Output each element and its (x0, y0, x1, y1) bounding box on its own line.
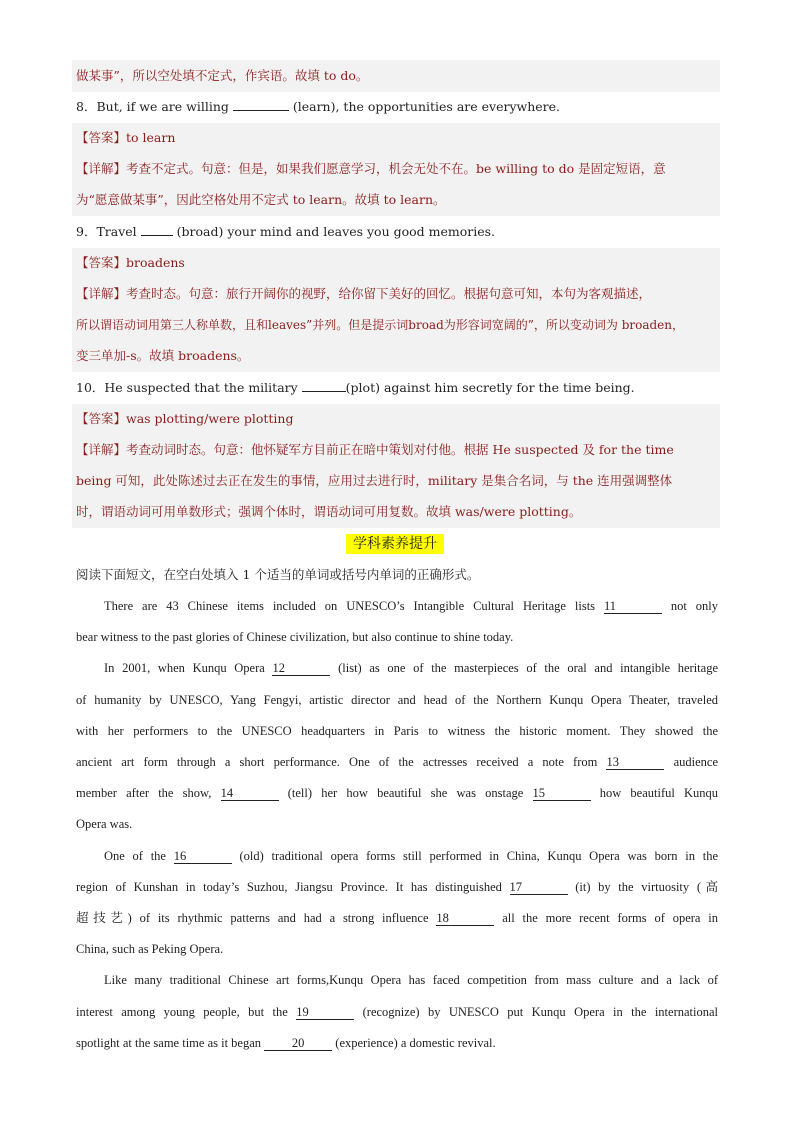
q9-text-post: (broad) your mind and leaves you good memories. (176, 224, 496, 239)
p4-line-3 (76, 1034, 718, 1052)
q9-detail-line-1 (76, 285, 651, 303)
blank-11: 11 (604, 599, 662, 614)
q10-detail-line-1 (76, 441, 674, 459)
q9-detail-line-2: 所以谓语动词用第三人称单数，且和leaves”并列。但是提示词broad为形容词宽阔的”，所以变动词为 broaden， (76, 318, 685, 332)
q9-blank (141, 235, 173, 236)
q8-detail-line-2: 为“愿意做某事”，因此空格处用不定式 to learn。故填 to learn。 (76, 192, 446, 207)
q10-text-post: (plot) against him secretly for the time being. (345, 380, 635, 395)
p1-text-b: not only (670, 599, 719, 613)
q10-number: 10． (76, 380, 105, 395)
q8-number: 8． (76, 99, 97, 114)
section-title: 学科素养提升 (346, 534, 444, 554)
q9-detail-tag: 【详解】 (76, 286, 127, 301)
q10-detail-tag: 【详解】 (76, 442, 127, 457)
blank-14: 14 (221, 786, 279, 801)
blank-12: 12 (272, 661, 330, 676)
p2-line-4 (76, 753, 718, 771)
q8-text-post: (learn), the opportunities are everywhere. (292, 99, 561, 114)
blank-20: 20 (264, 1036, 332, 1051)
p3-l2-text-b: (it) by the virtuosity (高 (575, 880, 719, 894)
p3-text-b: (old) traditional opera forms still performed in China, Kunqu Opera was born in the (239, 849, 718, 863)
q10-answer-text: was plotting/were plotting (126, 411, 294, 426)
p2-l5-text-b: (tell) her how beautiful she was onstage (287, 786, 524, 800)
q10-answer (76, 410, 293, 428)
p4-line-2 (76, 1003, 718, 1021)
p3-l3-text-b: all the more recent forms of opera in (502, 911, 719, 925)
q8-detail-tag: 【详解】 (76, 161, 127, 176)
p3-text-a: One of the (104, 849, 166, 863)
p3-line-2 (76, 878, 718, 896)
q8-text-pre: But, if we are willing (96, 99, 229, 114)
p4-l3-text-b: (experience) a domestic revival. (335, 1036, 496, 1050)
q9-answer (76, 254, 185, 272)
q8-blank (233, 110, 289, 111)
p1-line-2: bear witness to the past glories of Chinese civilization, but also continue to shine today. (76, 630, 514, 644)
q9-answer-tag: 【答案】 (76, 255, 127, 270)
p2-l5-text-c: how beautiful Kunqu (599, 786, 719, 800)
q10-detail-line-3: 时，谓语动词可用单数形式；强调个体时，谓语动词可用复数。故填 was/were plotting。 (76, 504, 582, 519)
q9-detail-line-3: 变三单加-s。故填 broadens。 (76, 348, 250, 363)
passage-instruction: 阅读下面短文，在空白处填入 1 个适当的单词或括号内单词的正确形式。 (76, 567, 480, 582)
q8-answer (76, 129, 175, 147)
blank-13: 13 (606, 755, 664, 770)
question-10 (76, 379, 635, 397)
p2-line-3: with her performers to the UNESCO headquarters in Paris to witness the historic moment. They showed the (76, 724, 718, 738)
p4-line-1: Like many traditional Chinese art forms,Kunqu Opera has faced competition from mass culture and a lack of (104, 973, 718, 987)
blank-19: 19 (296, 1005, 354, 1020)
p1-text-a: There are 43 Chinese items included on UNESCO’s Intangible Cultural Heritage lists (104, 599, 596, 613)
p4-l2-text-b: (recognize) by UNESCO put Kunqu Opera in the international (362, 1005, 719, 1019)
blank-17: 17 (510, 880, 568, 895)
q10-detail-text-1: 考查动词时态。句意：他怀疑军方目前正在暗中策划对付他。根据 He suspected 及 for the time (126, 442, 674, 457)
p2-l4-text-b: audience (673, 755, 718, 769)
p3-line-3 (76, 909, 718, 927)
q8-detail-line-1 (76, 160, 666, 178)
p2-l4-text-a: ancient art form through a short performance. One of the actresses received a note from (76, 755, 598, 769)
question-9 (76, 223, 495, 241)
p2-line-1 (76, 659, 718, 677)
p3-line-1 (76, 847, 718, 865)
question-8 (76, 98, 560, 116)
p2-text-b: (list) as one of the masterpieces of the oral and intangible heritage (338, 661, 718, 675)
q10-detail-line-2: being 可知，此处陈述过去正在发生的事情，应用过去进行时，military 是集合名词，与 the 连用强调整体 (76, 473, 673, 488)
p1-line-1 (76, 597, 718, 615)
q9-text-pre: Travel (96, 224, 137, 239)
q10-blank (302, 391, 346, 392)
p3-l2-text-a: region of Kunshan in today’s Suzhou, Jiangsu Province. It has distinguished (76, 880, 502, 894)
q10-answer-tag: 【答案】 (76, 411, 127, 426)
p3-l3-text-a: 超技艺) of its rhythmic patterns and had a strong influence (76, 911, 429, 925)
p2-line-6: Opera was. (76, 817, 133, 831)
q8-answer-text: to learn (126, 130, 176, 145)
p2-line-5 (76, 784, 718, 802)
q8-detail-text-1: 考查不定式。句意：但是，如果我们愿意学习，机会无处不在。be willing to do 是固定短语，意 (126, 161, 666, 176)
q9-detail-text-1: 考查时态。句意：旅行开阔你的视野，给你留下美好的回忆。根据句意可知，本句为客观描述， (126, 286, 652, 301)
p2-line-2: of humanity by UNESCO, Yang Fengyi, artistic director and head of the Northern Kunqu Opera Theater, traveled (76, 693, 718, 707)
q8-answer-tag: 【答案】 (76, 130, 127, 145)
p2-text-a: In 2001, when Kunqu Opera (104, 661, 265, 675)
blank-15: 15 (533, 786, 591, 801)
q9-answer-text: broadens (126, 255, 185, 270)
blank-16: 16 (174, 849, 232, 864)
q9-number: 9． (76, 224, 97, 239)
p4-l3-text-a: spotlight at the same time as it began (76, 1036, 262, 1050)
q10-text-pre: He suspected that the military (104, 380, 298, 395)
blank-18: 18 (436, 911, 494, 926)
p2-l5-text-a: member after the show, (76, 786, 212, 800)
q7-detail-tail: 做某事”，所以空处填不定式，作宾语。故填 to do。 (76, 68, 369, 83)
p3-line-4: China, such as Peking Opera. (76, 942, 224, 956)
p4-l2-text-a: interest among young people, but the (76, 1005, 288, 1019)
